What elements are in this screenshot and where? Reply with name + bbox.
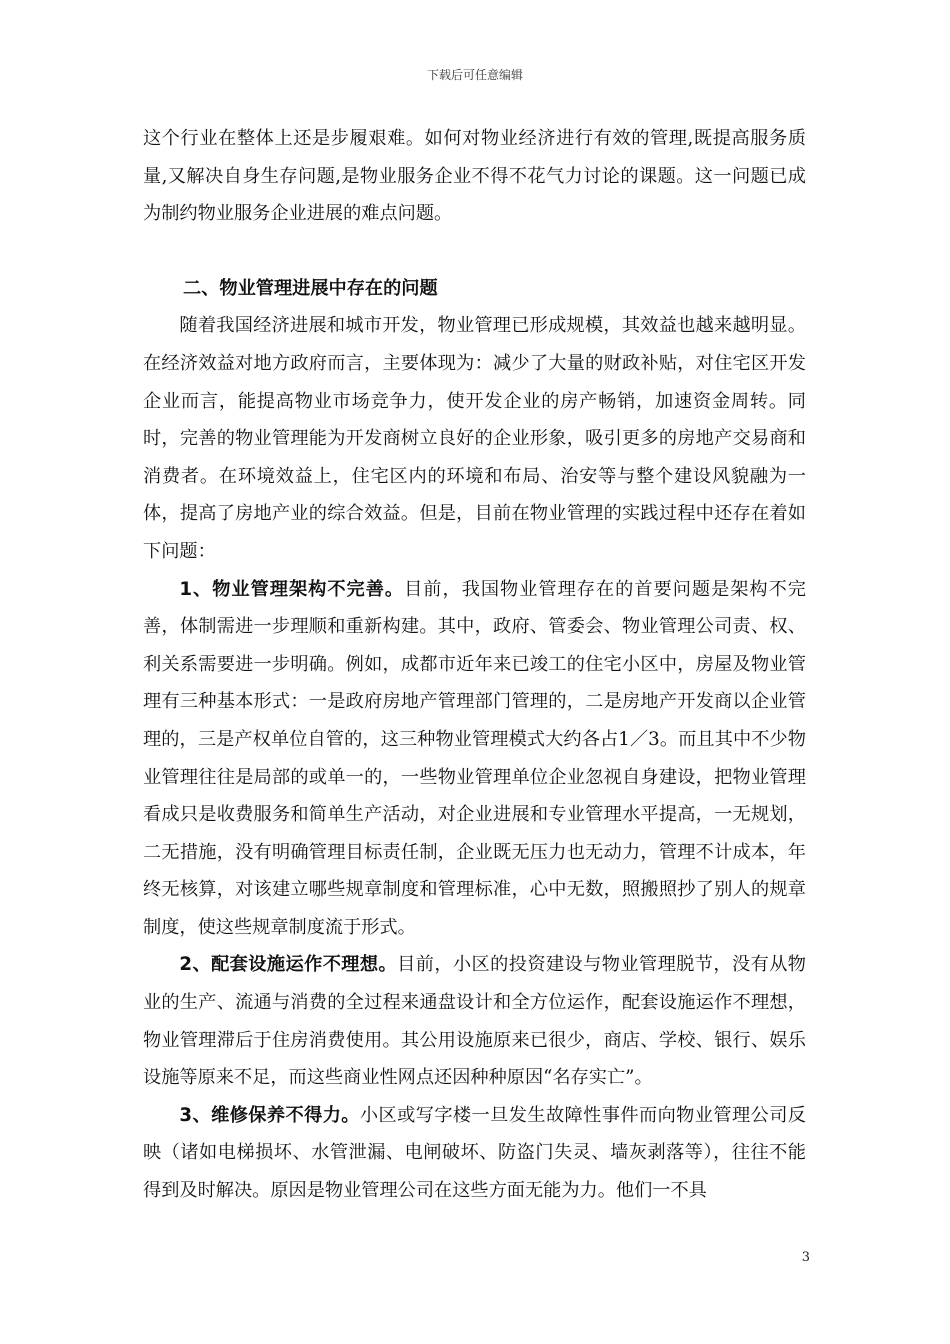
item-2-body: 目前，小区的投资建设与物业管理脱节，没有从物业的生产、流通与消费的全过程来通盘设计和全方位运作，配套设施运作不理想，物业管理滞后于住房消费使用。其公用设施原来已很少，商店、学校、银行、娱乐设施等原来不足，而这些商业性网点还因种种原因“名存实亡”。 (143, 954, 806, 1089)
paragraph-item-2 (143, 946, 806, 1096)
page-header: 下载后可任意编辑 (426, 68, 523, 82)
item-3-body: 小区或写字楼一旦发生故障性事件而向物业管理公司反映（诸如电梯损坏、水管泄漏、电闸破坏、防盗门失灵、墙灰剥落等），往往不能得到及时解决。原因是物业管理公司在这些方面无能为力。他们一不具 (143, 1104, 806, 1202)
document-body (143, 120, 806, 1210)
item-1-title: 1、物业管理架构不完善。 (179, 578, 405, 600)
item-2-title: 2、配套设施运作不理想。 (179, 954, 398, 976)
paragraph-item-3 (143, 1097, 806, 1210)
paragraph-intro: 这个行业在整体上还是步履艰难。如何对物业经济进行有效的管理,既提高服务质量,又解决自身生存问题,是物业服务企业不得不花气力讨论的课题。这一问题已成为制约物业服务企业进展的难点问题。 (143, 128, 806, 225)
section-heading: 二、物业管理进展中存在的问题 (183, 277, 438, 299)
item-1-body: 目前，我国物业管理存在的首要问题是架构不完善，体制需进一步理顺和重新构建。其中，政府、管委会、物业管理公司责、权、利关系需要进一步明确。例如，成都市近年来已竣工的住宅小区中，房屋及物业管理有三种基本形式：一是政府房地产管理部门管理的，二是房地产开发商以企业管理的，三是产权单位自管的，这三种物业管理模式大约各占1／3。而且其中不少物业管理往往是局部的或单一的，一些物业管理单位企业忽视自身建设，把物业管理看成只是收费服务和简单生产活动，对企业进展和专业管理水平提高，一无规划，二无措施，没有明确管理目标责任制，企业既无压力也无动力，管理不计成本，年终无核算，对该建立哪些规章制度和管理标准，心中无数，照搬照抄了别人的规章制度，使这些规章制度流于形式。 (143, 578, 806, 938)
item-3-title: 3、维修保养不得力。 (179, 1104, 360, 1126)
page-number: 3 (801, 1250, 810, 1265)
paragraph-overview: 随着我国经济进展和城市开发，物业管理已形成规模，其效益也越来越明显。在经济效益对地方政府而言，主要体现为：减少了大量的财政补贴，对住宅区开发企业而言，能提高物业市场竞争力，使开发企业的房产畅销，加速资金周转。同时，完善的物业管理能为开发商树立良好的企业形象，吸引更多的房地产交易商和消费者。在环境效益上，住宅区内的环境和布局、治安等与整个建设风貌融为一体，提高了房地产业的综合效益。但是，目前在物业管理的实践过程中还存在着如下问题： (143, 315, 806, 562)
paragraph-item-1 (143, 571, 806, 947)
